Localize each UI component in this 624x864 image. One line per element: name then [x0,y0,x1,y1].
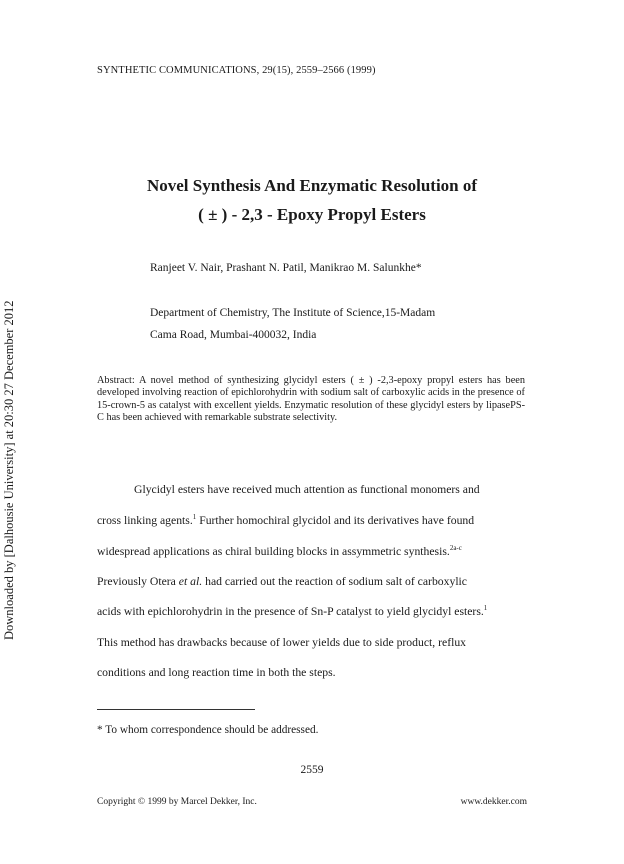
body-text: Further homochiral glycidol and its derivatives have found [196,514,475,527]
body-text: conditions and long reaction time in both the steps. [97,666,336,679]
abstract: Abstract: A novel method of synthesizing glycidyl esters ( ± ) -2,3-epoxy propyl esters has been developed involving reaction of epichlorohydrin with sodium salt of carboxylic acids in the presence of 15-crown-5 as catalyst with excellent yields. Enzymatic resolution of these glycidyl esters by lipasePS-C has been achieved with remarkable substrate selectivity. [97,375,525,423]
body-text: Previously Otera [97,575,179,588]
article-title-line-2: ( ± ) - 2,3 - Epoxy Propyl Esters [198,205,426,224]
footnote: * To whom correspondence should be addressed. [97,724,319,736]
body-line [97,605,524,618]
body-text: widespread applications as chiral building blocks in assymmetric synthesis. [97,545,450,558]
copyright-notice: Copyright © 1999 by Marcel Dekker, Inc. [97,797,257,807]
download-watermark: Downloaded by [Dalhousie University] at 20:30 27 December 2012 [2,300,16,640]
citation-ref: 2a-c [449,544,462,552]
citation-ref: 1 [192,513,197,521]
body-line [97,575,524,588]
page-number: 2559 [300,764,324,776]
publisher-url: www.dekker.com [460,797,527,807]
body-line [97,514,524,527]
body-text: had carried out the reaction of sodium salt of carboxylic [202,575,467,588]
body-text-italic: et al. [178,575,203,588]
running-head: SYNTHETIC COMMUNICATIONS, 29(15), 2559–2566 (1999) [97,65,376,76]
affiliation-line-2: Cama Road, Mumbai-400032, India [150,329,317,341]
body-text: This method has drawbacks because of lower yields due to side product, reflux [97,636,467,649]
body-line [97,636,524,649]
author-list: Ranjeet V. Nair, Prashant N. Patil, Manikrao M. Salunkhe* [150,262,422,274]
body-text: acids with epichlorohydrin in the presence of Sn-P catalyst to yield glycidyl esters. [97,605,484,618]
body-text: Glycidyl esters have received much attention as functional monomers and [134,483,480,496]
article-title-line-1: Novel Synthesis And Enzymatic Resolution of [146,176,478,195]
affiliation-line-1: Department of Chemistry, The Institute of Science,15-Madam [150,307,436,319]
body-line [134,483,524,496]
footnote-divider [97,709,255,710]
body-line [97,545,524,558]
citation-ref: 1 [483,604,488,612]
body-line [97,666,524,679]
body-text: cross linking agents. [97,514,193,527]
